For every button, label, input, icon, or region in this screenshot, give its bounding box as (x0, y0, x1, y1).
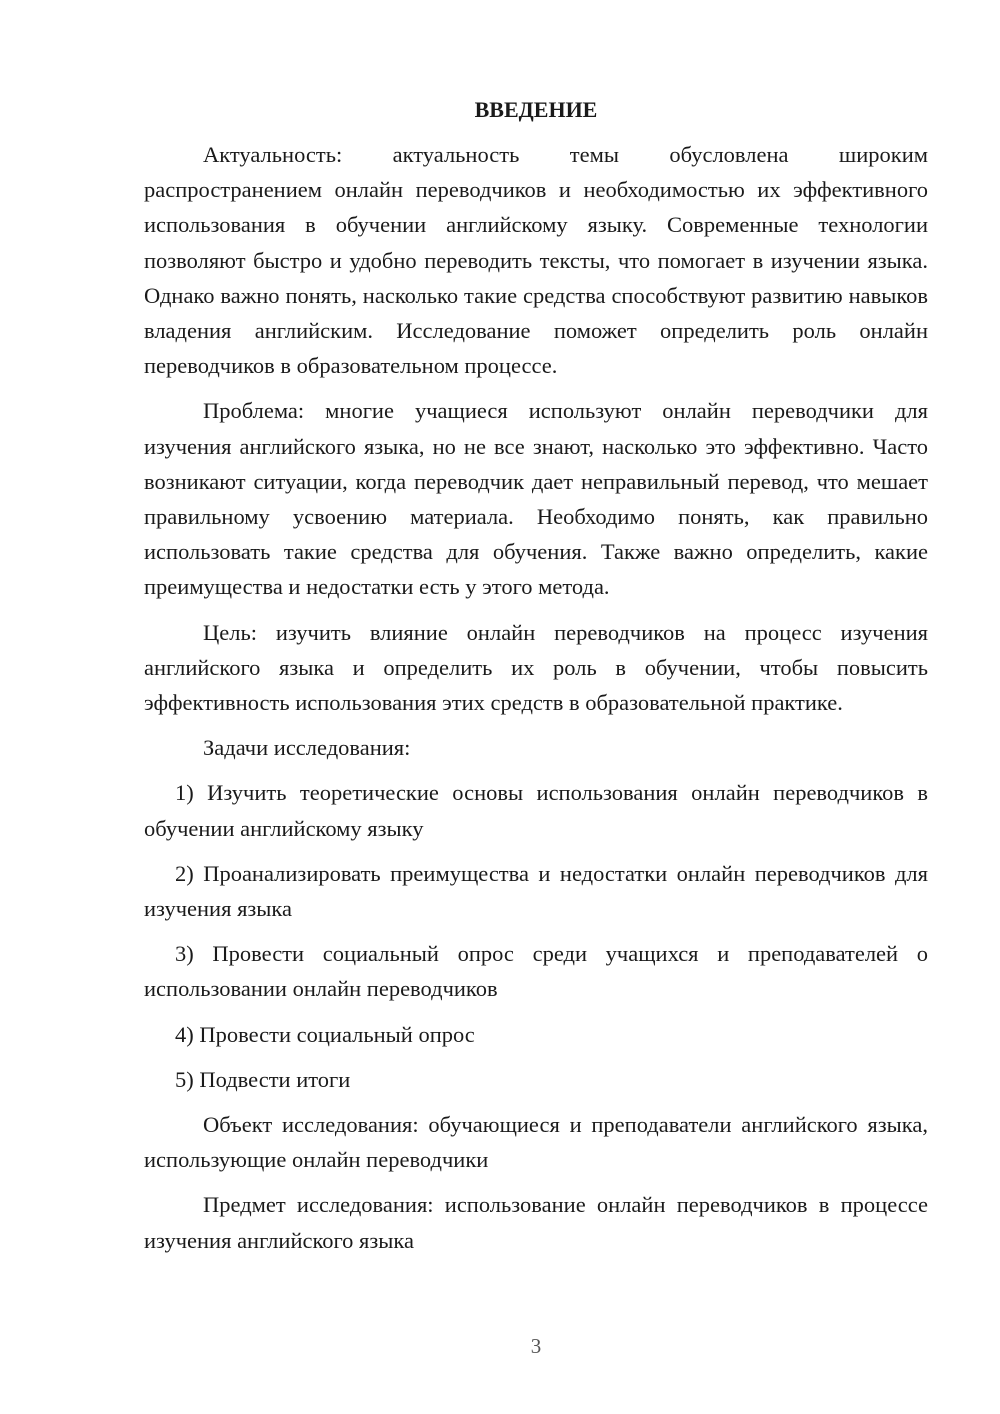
relevance-paragraph: Актуальность: актуальность темы обусловлена широким распространением онлайн переводчиков и необходимостью их эффективного использования в обучении английскому языку. Современные технологии позволяют быстро и удобно переводить тексты, что помогает в изучении языка. Однако важно понять, насколько такие средства способствуют развитию навыков владения английским. Исследование поможет определить роль онлайн переводчиков в образовательном процессе. (144, 142, 928, 379)
task-item-3: 3) Провести социальный опрос среди учащихся и преподавателей о использовании онлайн переводчиков (144, 941, 928, 1002)
problem-paragraph: Проблема: многие учащиеся используют онлайн переводчики для изучения английского языка, но не все знают, насколько это эффективно. Часто возникают ситуации, когда переводчик дает неправильный перевод, что мешает правильному усвоению материала. Необходимо понять, как правильно использовать такие средства для обучения. Также важно определить, какие преимущества и недостатки есть у этого метода. (144, 398, 928, 600)
task-item-2: 2) Проанализировать преимущества и недостатки онлайн переводчиков для изучения языка (144, 860, 928, 922)
task-item-4: 4) Провести социальный опрос (175, 1021, 475, 1047)
subject-paragraph: Предмет исследования: использование онлайн переводчиков в процессе изучения английского языка (144, 1192, 928, 1253)
task-item-5: 5) Подвести итоги (175, 1066, 351, 1092)
page-content (144, 92, 928, 1268)
section-title: ВВЕДЕНИЕ (474, 97, 598, 122)
page-number: 3 (530, 1334, 542, 1358)
tasks-heading: Задачи исследования: (203, 735, 411, 761)
task-item-1: 1) Изучить теоретические основы использования онлайн переводчиков в обучении английскому языку (144, 780, 928, 841)
goal-paragraph: Цель: изучить влияние онлайн переводчиков на процесс изучения английского языка и определить их роль в обучении, чтобы повысить эффективность использования этих средств в образовательной практике. (144, 619, 928, 716)
object-paragraph: Объект исследования: обучающиеся и преподаватели английского языка, использующие онлайн переводчики (144, 1112, 928, 1173)
